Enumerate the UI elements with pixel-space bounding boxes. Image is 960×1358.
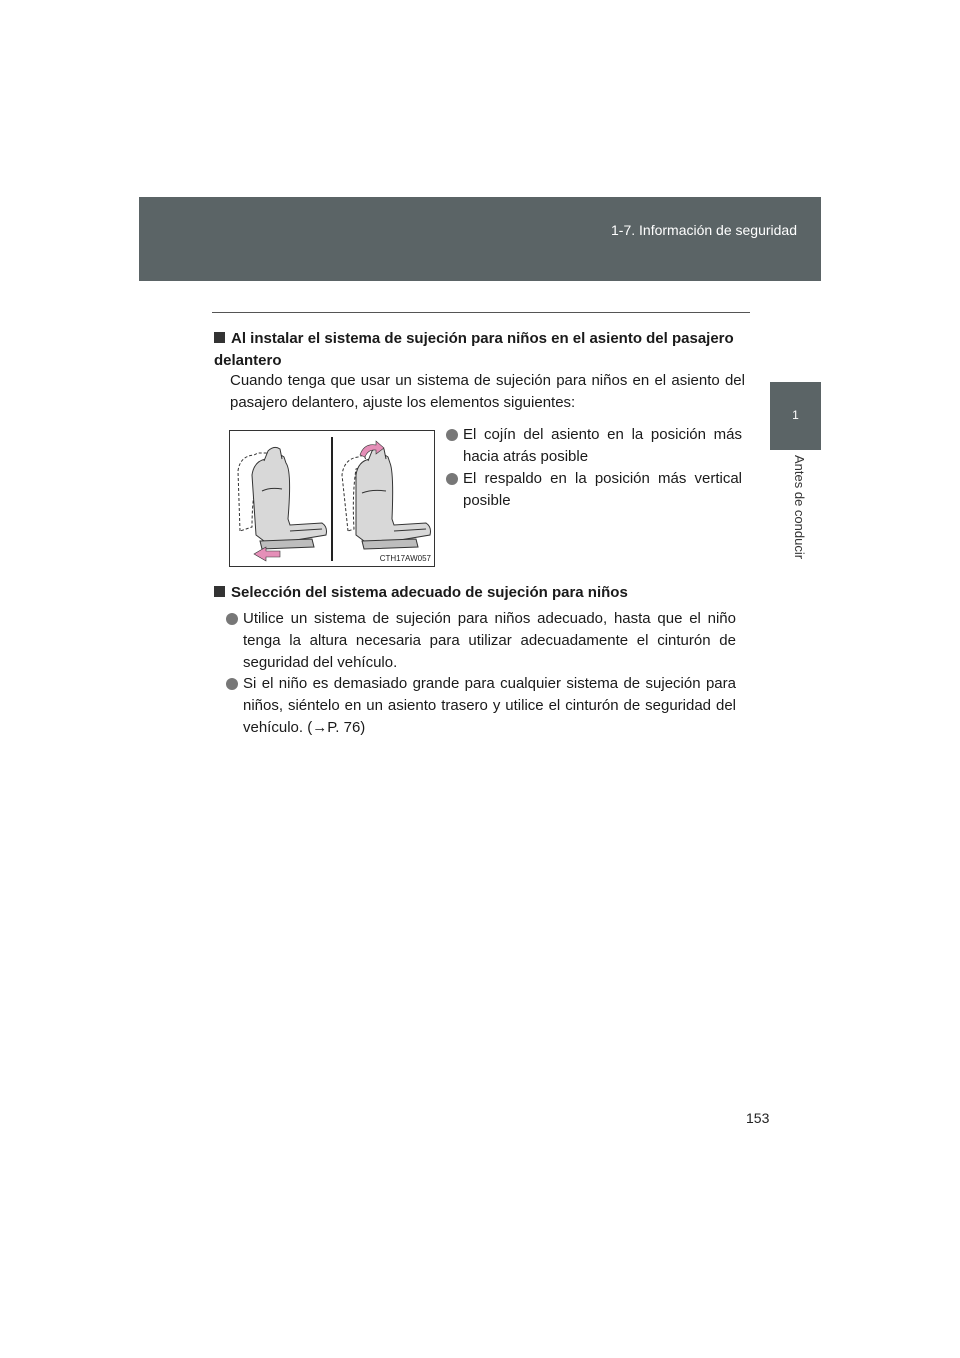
seat-illustration — [230, 431, 434, 566]
bullet-dot-icon — [226, 613, 238, 625]
seat-adjustment-figure — [229, 430, 435, 567]
section2-heading — [214, 582, 749, 604]
square-bullet-icon — [214, 332, 225, 343]
bullet-dot-icon — [446, 473, 458, 485]
section2-bullet-text: Si el niño es demasiado grande para cualquier sistema de sujeción para niños, siéntelo en un asiento trasero y utilice el cinturón de seguridad del vehículo. (→P. 76) — [243, 675, 736, 736]
section2-bullet-text: Utilice un sistema de sujeción para niños adecuado, hasta que el niño tenga la altura necesaria para utilizar adecuadamente el cinturón de seguridad del vehículo. — [243, 610, 736, 671]
section-title: 1-7. Información de seguridad — [611, 222, 797, 238]
bullet-dot-icon — [226, 678, 238, 690]
section1-paragraph: Cuando tenga que usar un sistema de sujeción para niños en el asiento del pasajero delantero, ajuste los elementos siguientes: — [230, 372, 745, 411]
section2-bullet — [226, 673, 736, 739]
chapter-label: Antes de conducir — [792, 455, 807, 560]
chapter-tab — [770, 382, 821, 450]
figure-code: CTH17AW057 — [379, 554, 431, 563]
bullet-dot-icon — [446, 429, 458, 441]
section1-heading — [214, 328, 749, 372]
section1-bullet-text: El respaldo en la posición más vertical posible — [463, 470, 742, 509]
page-number: 153 — [746, 1110, 770, 1126]
header-band — [139, 197, 821, 281]
section1-bullet — [446, 424, 742, 468]
square-bullet-icon — [214, 586, 225, 597]
chapter-number: 1 — [792, 408, 799, 422]
section2-heading-text: Selección del sistema adecuado de sujeción para niños — [231, 584, 628, 601]
section1-heading-text: Al instalar el sistema de sujeción para niños en el asiento del pasajero delantero — [214, 330, 734, 369]
section1-bullet — [446, 468, 742, 512]
section1-bullet-text: El cojín del asiento en la posición más hacia atrás posible — [463, 426, 742, 465]
section2-bullet — [226, 608, 736, 674]
top-rule — [212, 312, 750, 313]
